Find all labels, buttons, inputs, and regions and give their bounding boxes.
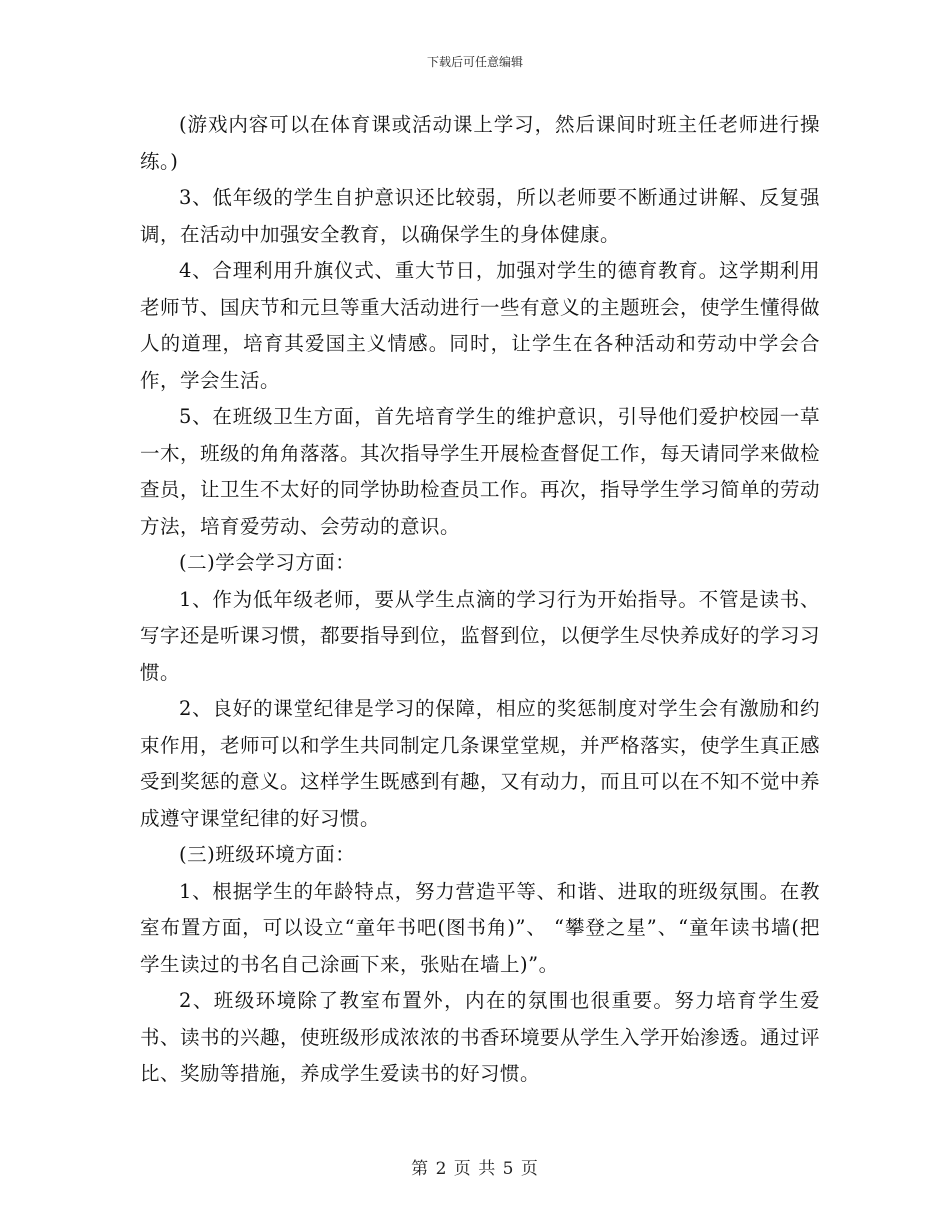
header-note: 下载后可任意编辑 <box>426 55 523 69</box>
page-number-label: 第 2 页 共 5 页 <box>411 1159 539 1179</box>
paragraph-game-note: (游戏内容可以在体育课或活动课上学习，然后课间时班主任老师进行操练。) <box>140 113 820 173</box>
paragraph-class-atmosphere: 1、根据学生的年龄特点，努力营造平等、和谐、进取的班级氛围。在教室布置方面，可以设立“童年书吧(图书角)”、 “攀登之星”、“童年读书墙(把学生读过的书名自己涂画下来，张贴在墙上)”。 <box>140 879 820 976</box>
section-heading-learning: (二)学会学习方面： <box>179 551 356 574</box>
paragraph-class-hygiene: 5、在班级卫生方面，首先培育学生的维护意识，引导他们爱护校园一草一木，班级的角角落落。其次指导学生开展检查督促工作，每天请同学来做检查员，让卫生不太好的同学协助检查员工作。再次，指导学生学习简单的劳动方法，培育爱劳动、会劳动的意识。 <box>140 405 821 538</box>
section-heading-environment: (三)班级环境方面： <box>179 843 356 866</box>
paragraph-safety-education: 3、低年级的学生自护意识还比较弱，所以老师要不断通过讲解、反复强调，在活动中加强安全教育，以确保学生的身体健康。 <box>140 186 820 246</box>
paragraph-study-habits: 1、作为低年级老师，要从学生点滴的学习行为开始指导。不管是读书、写字还是听课习惯，都要指导到位，监督到位，以便学生尽快养成好的学习习惯。 <box>140 587 821 684</box>
paragraph-moral-education: 4、合理利用升旗仪式、重大节日，加强对学生的德育教育。这学期利用老师节、国庆节和元旦等重大活动进行一些有意义的主题班会，使学生懂得做人的道理，培育其爱国主义情感。同时，让学生在各种活动和劳动中学会合作，学会生活。 <box>140 259 821 392</box>
page-number <box>0 1154 950 1179</box>
paragraph-reading-environment: 2、班级环境除了教室布置外，内在的氛围也很重要。努力培育学生爱书、读书的兴趣，使班级形成浓浓的书香环境要从学生入学开始渗透。通过评比、奖励等措施，养成学生爱读书的好习惯。 <box>140 989 821 1085</box>
document-body <box>140 107 820 1093</box>
paragraph-classroom-discipline: 2、良好的课堂纪律是学习的保障，相应的奖惩制度对学生会有激励和约束作用，老师可以和学生共同制定几条课堂堂规，并严格落实，使学生真正感受到奖惩的意义。这样学生既感到有趣，又有动力，而且可以在不知不觉中养成遵守课堂纪律的好习惯。 <box>140 697 821 830</box>
